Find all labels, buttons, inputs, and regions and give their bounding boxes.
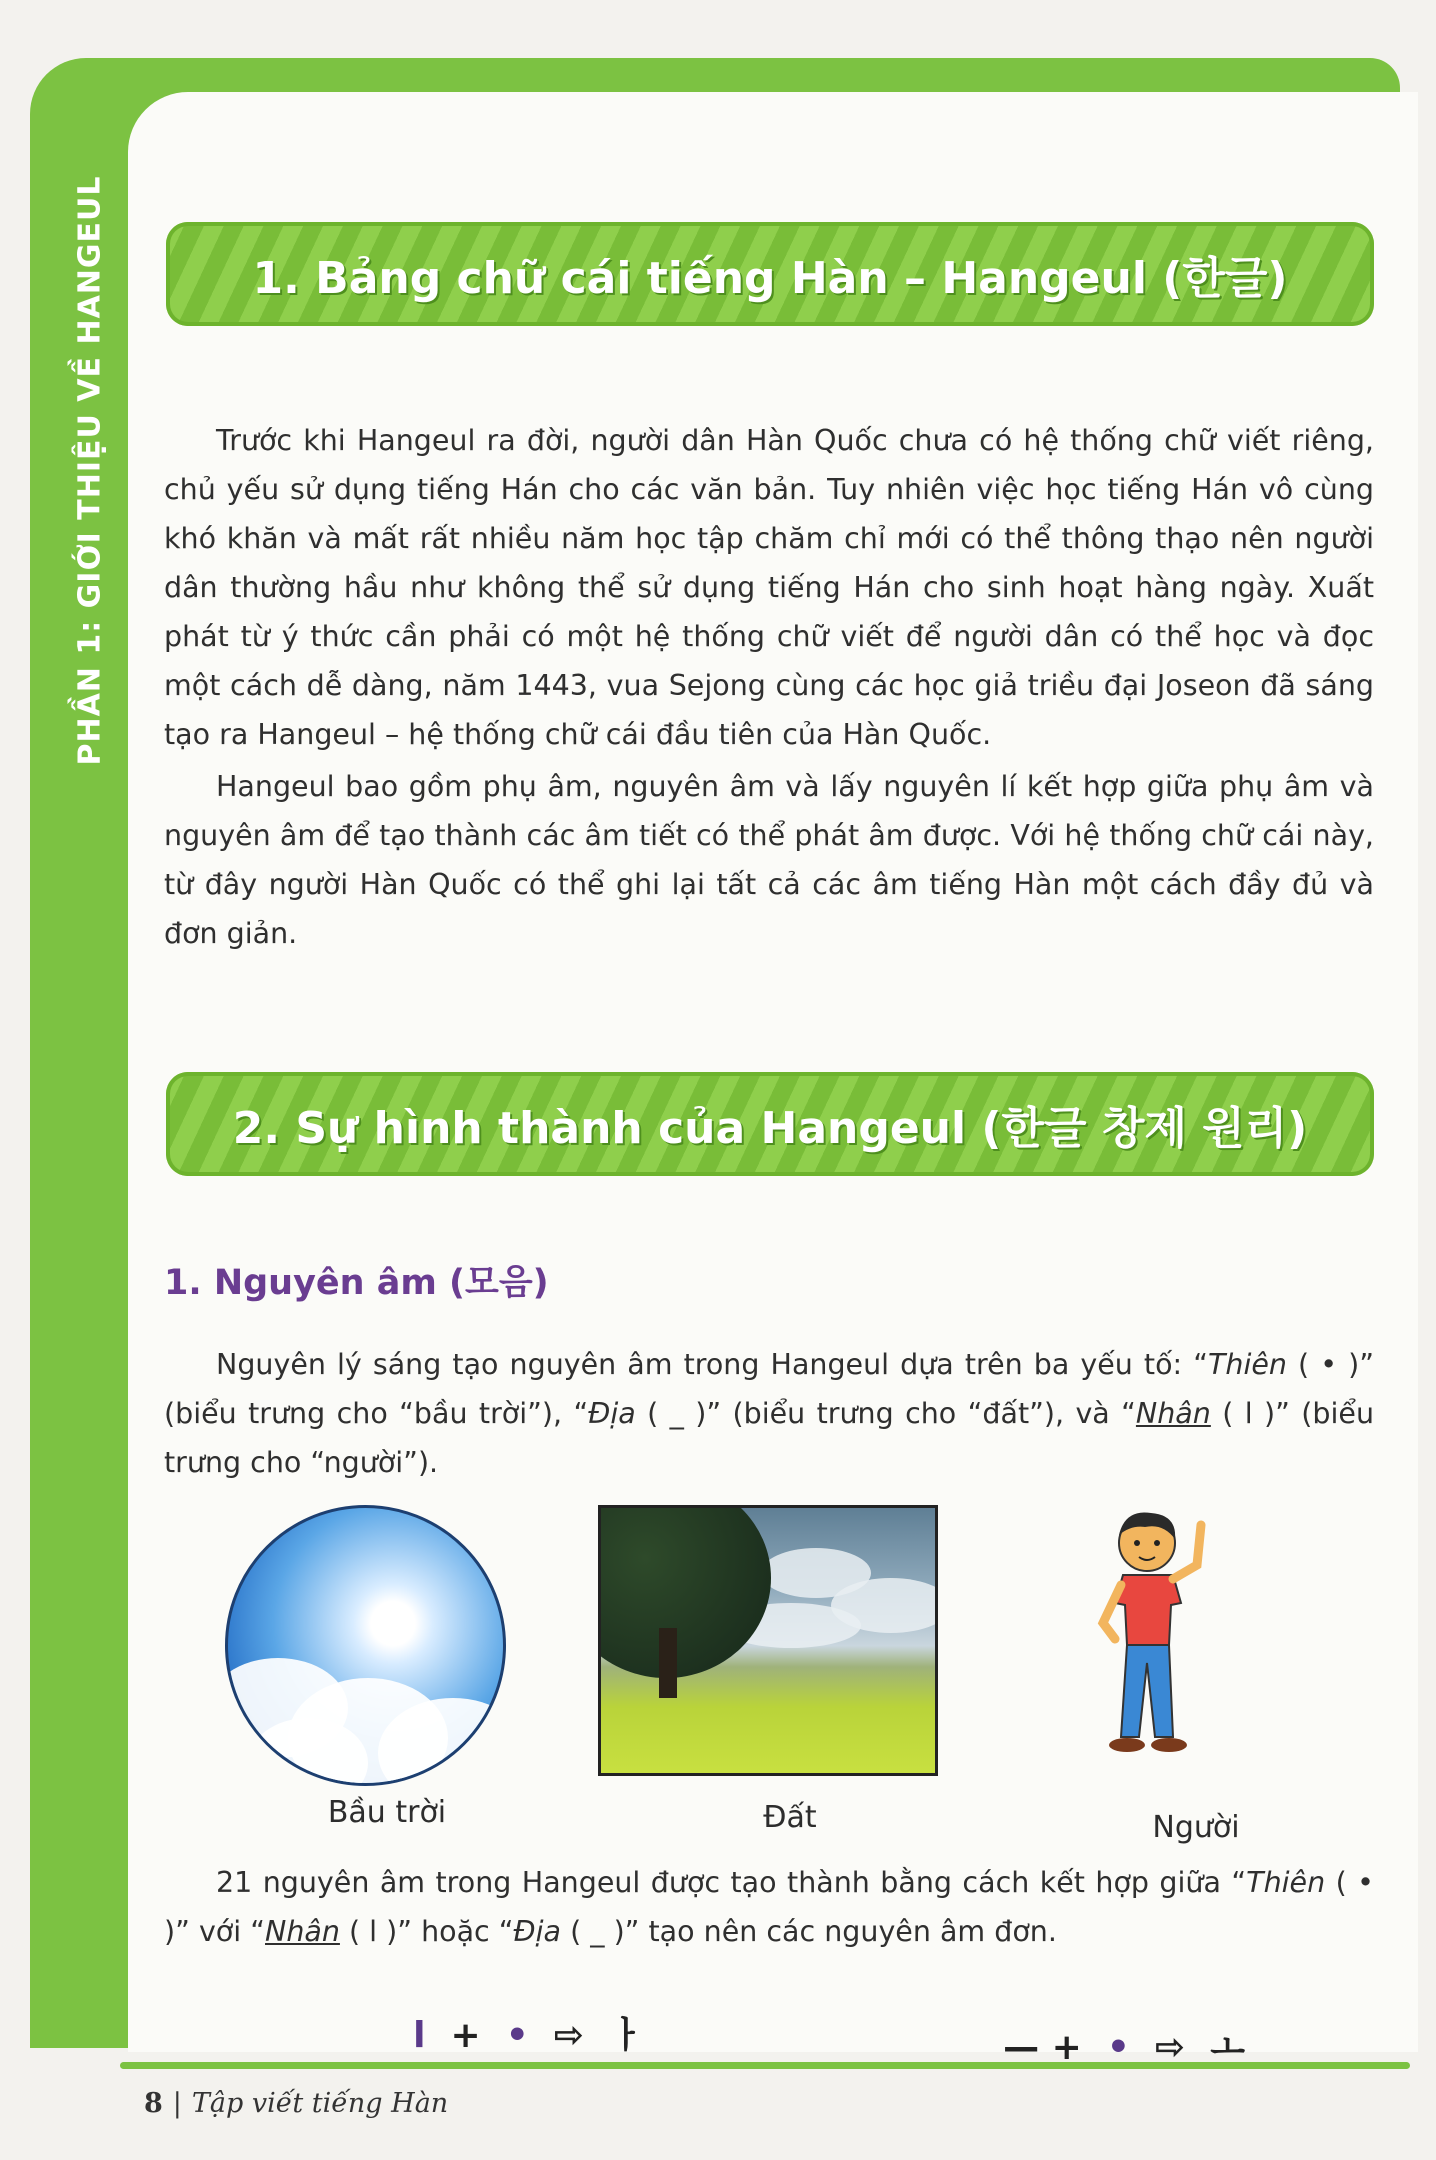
formula-right — [978, 1978, 1245, 2070]
caption-land: Đất — [763, 1800, 817, 1835]
dot-icon: • — [505, 2015, 529, 2056]
section1-paragraph-1: Trước khi Hangeul ra đời, người dân Hàn Quốc chưa có hệ thống chữ viết riêng, chủ yếu sử dụng tiếng Hán cho các văn bản. Tuy nhiên việc học tiếng Hán vô cùng khó khăn và mất rất nhiều năm học tập chăm chỉ mới có thể thông thạo nên người dân thường hầu như không thể sử dụng tiếng Hán cho sinh hoạt hàng ngày. Xuất phát từ ý thức cần phải có một hệ thống chữ viết để người dân có thể học và đọc một cách dễ dàng, năm 1443, vua Sejong cùng các học giả triều đại Joseon đã sáng tạo ra Hangeul – hệ thống chữ cái đầu tiên của Hàn Quốc. — [164, 424, 1374, 751]
section2-title: 2. Sự hình thành của Hangeul (한글 창제 원리) — [232, 1103, 1308, 1154]
formula-right-result: ㅗ — [1210, 2027, 1245, 2068]
section1-title: 1. Bảng chữ cái tiếng Hàn – Hangeul (한글) — [252, 253, 1288, 304]
land-illustration — [598, 1505, 938, 1776]
arrow-right-icon: ⇨ — [553, 2015, 585, 2056]
plus-icon: + — [1051, 2027, 1082, 2068]
section1-paragraph-2: Hangeul bao gồm phụ âm, nguyên âm và lấy nguyên lí kết hợp giữa phụ âm và nguyên âm để tạo thành các âm tiết có thể phát âm được. Với hệ thống chữ cái này, từ đây người Hàn Quốc có thể ghi lại tất cả các âm tiếng Hàn một cách đầy đủ và đơn giản. — [164, 770, 1374, 950]
book-title: Tập viết tiếng Hàn — [191, 2088, 449, 2119]
page-footer — [144, 2088, 448, 2119]
vowel-combination-paragraph: 21 nguyên âm trong Hangeul được tạo thành bằng cách kết hợp giữa “Thiên ( • )” với “Nhân ( l )” hoặc “Địa ( _ )” tạo nên các nguyên âm đơn. — [164, 1866, 1374, 1948]
formula-left-stroke: l — [413, 2015, 426, 2056]
dot-icon: • — [1106, 2027, 1130, 2068]
formula-left-result: ㅏ — [609, 2015, 644, 2056]
section1-banner — [166, 222, 1374, 326]
sky-illustration — [225, 1505, 506, 1786]
arrow-right-icon: ⇨ — [1154, 2027, 1186, 2068]
caption-person: Người — [1152, 1810, 1240, 1845]
plus-icon: + — [450, 2015, 481, 2056]
section2-banner — [166, 1072, 1374, 1176]
footer-separator: | — [172, 2088, 182, 2119]
formula-right-stroke: — — [1003, 2027, 1040, 2068]
side-chapter-tab — [60, 160, 120, 780]
vowel-subheading: 1. Nguyên âm (모음) — [164, 1263, 549, 1303]
side-chapter-label: PHẦN 1: GIỚI THIỆU VỀ HANGEUL — [72, 175, 108, 765]
caption-sky: Bầu trời — [327, 1795, 447, 1830]
person-illustration — [1085, 1505, 1255, 1785]
page-number: 8 — [144, 2088, 163, 2119]
vowel-principle-paragraph: Nguyên lý sáng tạo nguyên âm trong Hangeul dựa trên ba yếu tố: “Thiên ( • )” (biểu trưng cho “bầu trời”), “Địa ( _ )” (biểu trưng cho “đất”), và “Nhân ( l )” (biểu trưng cho “người”). — [164, 1348, 1375, 1479]
formula-left — [388, 1966, 644, 2058]
